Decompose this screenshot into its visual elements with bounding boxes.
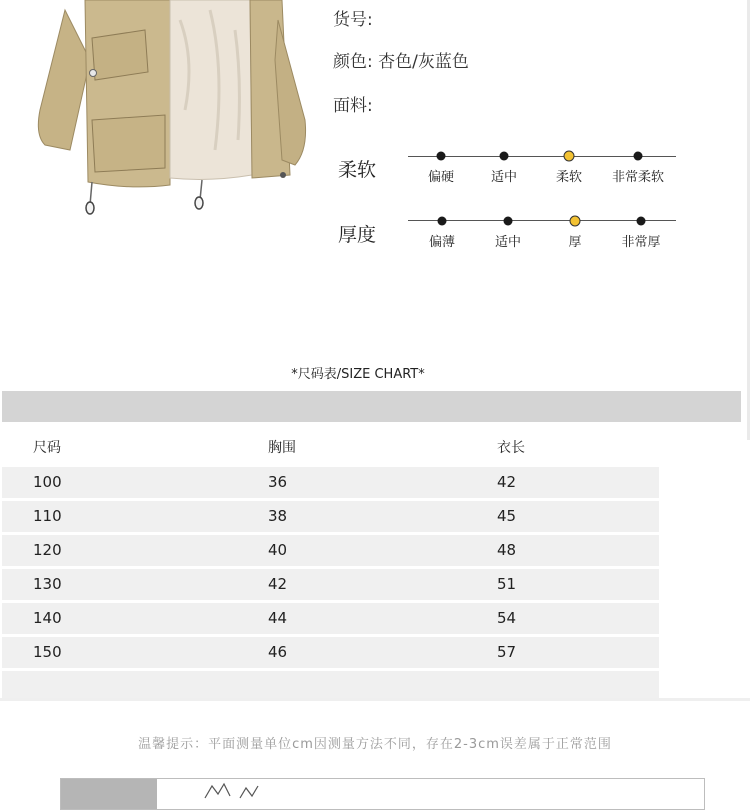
chest-cell: 38 bbox=[268, 507, 288, 525]
softness-dot-3 bbox=[634, 152, 643, 161]
softness-option: 适中 bbox=[490, 170, 518, 185]
thickness-dot-0 bbox=[438, 217, 447, 226]
size-cell: 110 bbox=[33, 507, 62, 525]
size-cell: 150 bbox=[33, 643, 62, 661]
length-cell: 45 bbox=[497, 507, 517, 525]
next-section-label-block bbox=[61, 779, 157, 809]
thickness-option: 非常厚 bbox=[621, 235, 661, 250]
table-row bbox=[2, 637, 659, 668]
thickness-option: 适中 bbox=[494, 235, 522, 250]
softness-dot-2-selected bbox=[564, 151, 575, 162]
table-row bbox=[2, 569, 659, 600]
size-cell: 120 bbox=[33, 541, 62, 559]
softness-option: 偏硬 bbox=[427, 170, 455, 185]
column-header-length: 衣长 bbox=[497, 440, 525, 456]
item-number-label: 货号: bbox=[333, 10, 373, 30]
length-cell: 57 bbox=[497, 643, 517, 661]
chest-cell: 40 bbox=[268, 541, 288, 559]
jacket-image bbox=[20, 0, 320, 230]
size-chart-header-row bbox=[2, 433, 659, 464]
length-cell: 48 bbox=[497, 541, 517, 559]
chest-cell: 36 bbox=[268, 473, 288, 491]
table-row bbox=[2, 603, 659, 634]
measurement-tip: 温馨提示：平面测量单位cm因测量方法不同，存在2-3cm误差属于正常范围 bbox=[138, 737, 612, 752]
size-chart-title: *尺码表/SIZE CHART* bbox=[291, 367, 425, 382]
table-row bbox=[2, 467, 659, 498]
chest-cell: 42 bbox=[268, 575, 288, 593]
size-cell: 130 bbox=[33, 575, 62, 593]
thickness-dot-1 bbox=[504, 217, 513, 226]
chest-cell: 44 bbox=[268, 609, 288, 627]
size-cell: 100 bbox=[33, 473, 62, 491]
size-chart-header-bar bbox=[2, 391, 741, 422]
size-cell: 140 bbox=[33, 609, 62, 627]
table-row-empty bbox=[2, 671, 659, 698]
length-cell: 51 bbox=[497, 575, 517, 593]
softness-dot-0 bbox=[437, 152, 446, 161]
color-label: 颜色: 杏色/灰蓝色 bbox=[333, 52, 469, 72]
softness-title: 柔软 bbox=[338, 159, 377, 181]
thickness-dot-2-selected bbox=[570, 216, 581, 227]
softness-dot-1 bbox=[500, 152, 509, 161]
softness-option: 柔软 bbox=[555, 170, 583, 185]
table-row bbox=[2, 535, 659, 566]
section-divider bbox=[0, 698, 750, 701]
softness-option: 非常柔软 bbox=[611, 170, 665, 185]
thickness-option: 厚 bbox=[568, 235, 582, 250]
chest-cell: 46 bbox=[268, 643, 288, 661]
length-cell: 54 bbox=[497, 609, 517, 627]
thickness-option: 偏薄 bbox=[428, 235, 456, 250]
column-header-size: 尺码 bbox=[33, 440, 61, 456]
table-row bbox=[2, 501, 659, 532]
thickness-title: 厚度 bbox=[338, 224, 377, 246]
length-cell: 42 bbox=[497, 473, 517, 491]
garment-sketch-icon bbox=[200, 780, 280, 800]
column-header-chest: 胸围 bbox=[268, 440, 296, 456]
fabric-label: 面料: bbox=[333, 96, 373, 116]
thickness-dot-3 bbox=[637, 217, 646, 226]
